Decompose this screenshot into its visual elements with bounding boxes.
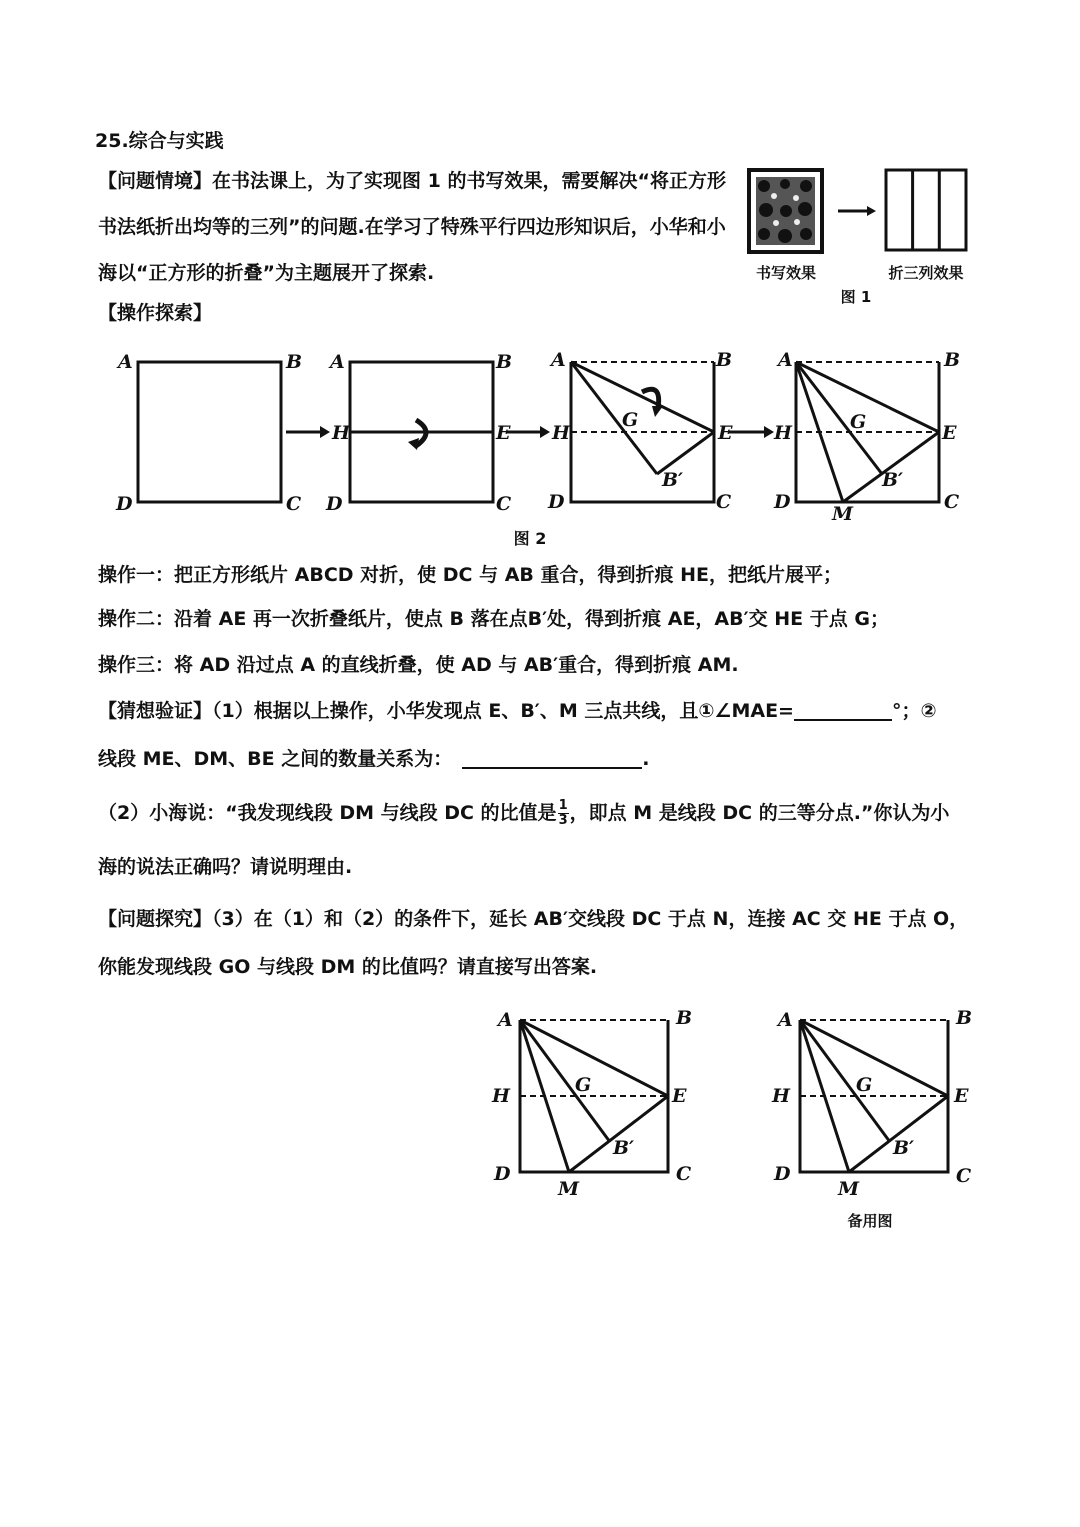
point-label: E: [954, 1085, 969, 1107]
operation-2: [98, 596, 998, 642]
point-label: C: [956, 1165, 972, 1187]
point-label: D: [326, 493, 343, 515]
question-3: [98, 896, 998, 942]
question-1-text: （1）根据以上操作，小华发现点 E、B′、M 三点共线，且①∠MAE=: [212, 700, 794, 722]
point-label: A: [778, 1009, 793, 1031]
point-label: B′: [893, 1137, 915, 1159]
point-label: E: [718, 422, 733, 444]
operation-1: [98, 552, 998, 598]
point-label: H: [772, 1085, 790, 1107]
question-1: [98, 688, 998, 734]
point-label: H: [332, 422, 350, 444]
point-label: G: [856, 1074, 873, 1096]
point-label: H: [492, 1085, 510, 1107]
calligraphy-paper: [749, 170, 822, 252]
fraction-denominator: 3: [558, 813, 568, 828]
point-label: B: [286, 351, 303, 373]
point-label: D: [774, 1163, 791, 1185]
context-text: 在书法课上，为了实现图 1 的书写效果，需要解决“将正方形书法纸折出均等的三列”的问题.在学习了特殊平行四边形知识后，小华和小海以“正方形的折叠”为主题展开了探索.: [98, 170, 726, 284]
point-label: G: [622, 409, 639, 431]
point-label: A: [498, 1009, 513, 1031]
point-label: D: [116, 493, 133, 515]
point-label: A: [330, 351, 345, 373]
spare-figure-caption: 备用图: [847, 1212, 893, 1230]
point-label: B: [716, 349, 733, 371]
problem-context: [98, 158, 728, 296]
fold-arrow-icon: [408, 420, 426, 450]
question-1-line-2: [98, 736, 998, 782]
point-label: M: [838, 1178, 860, 1200]
point-label: G: [850, 411, 867, 433]
explore-heading: 【操作探索】: [98, 302, 213, 324]
figure-1: [740, 166, 990, 316]
point-label: B′: [662, 469, 684, 491]
point-label: A: [551, 349, 566, 371]
point-label: C: [944, 491, 960, 513]
spare-figure: [760, 1000, 990, 1230]
question-2-text: （2）小海说：“我发现线段 DM 与线段 DC 的比值是: [98, 802, 557, 824]
question-3-text-b: 你能发现线段 GO 与线段 DM 的比值吗？请直接写出答案.: [98, 956, 598, 978]
conjecture-heading: 【猜想验证】: [98, 700, 213, 722]
fraction-one-third: [558, 799, 569, 828]
point-label: H: [552, 422, 570, 444]
problem-title: 25.综合与实践: [95, 130, 224, 152]
operation-label: 操作一：: [98, 564, 175, 586]
bottom-figure: [480, 1000, 700, 1205]
point-label: C: [496, 493, 512, 515]
question-2-text-c: 海的说法正确吗？请说明理由.: [98, 856, 353, 878]
point-label: G: [575, 1074, 592, 1096]
answer-blank-angle[interactable]: [794, 697, 892, 721]
question-2-line-2: [98, 844, 998, 890]
operation-text: 沿着 AE 再一次折叠纸片，使点 B 落在点B′处，得到折痕 AE，AB′交 HE 于点 G；: [174, 608, 889, 630]
operation-label: 操作三：: [98, 654, 175, 676]
three-column-paper: [886, 170, 966, 250]
point-label: D: [494, 1163, 511, 1185]
point-label: A: [118, 351, 133, 373]
question-3-text: （3）在（1）和（2）的条件下，延长 AB′交线段 DC 于点 N，连接 AC 交 HE 于点 O，: [212, 908, 969, 930]
point-label: B: [496, 351, 513, 373]
operation-text: 将 AD 沿过点 A 的直线折叠，使 AD 与 AB′重合，得到折痕 AM.: [174, 654, 739, 676]
point-label: A: [778, 349, 793, 371]
fig1-label-right: 折三列效果: [888, 264, 964, 282]
question-2: [98, 790, 998, 836]
point-label: H: [774, 422, 792, 444]
point-label: E: [496, 422, 511, 444]
point-label: E: [672, 1085, 687, 1107]
point-label: C: [716, 491, 732, 513]
point-label: E: [942, 422, 957, 444]
point-label: B: [956, 1007, 973, 1029]
figure-2: [110, 340, 970, 558]
context-heading: 【问题情境】: [98, 170, 213, 192]
arrow-icon: [838, 206, 876, 216]
point-label: M: [832, 503, 854, 525]
operation-3: [98, 642, 998, 688]
question-3-line-2: [98, 944, 998, 990]
point-label: D: [774, 491, 791, 513]
answer-blank-relation[interactable]: [462, 745, 642, 769]
point-label: M: [558, 1178, 580, 1200]
operation-label: 操作二：: [98, 608, 175, 630]
point-label: B: [944, 349, 961, 371]
point-label: D: [548, 491, 565, 513]
question-1-end: .: [642, 748, 650, 770]
point-label: B′: [613, 1137, 635, 1159]
point-label: C: [676, 1163, 692, 1185]
question-2-text-b: ，即点 M 是线段 DC 的三等分点.”你认为小: [569, 802, 950, 824]
operation-text: 把正方形纸片 ABCD 对折，使 DC 与 AB 重合，得到折痕 HE，把纸片展平；: [174, 564, 843, 586]
fraction-numerator: 1: [558, 798, 568, 813]
question-1-text-b: °；②: [891, 700, 937, 722]
question-1-text-c: 线段 ME、DM、BE 之间的数量关系为：: [98, 748, 453, 770]
fig1-caption: 图 1: [840, 288, 872, 306]
fig1-label-left: 书写效果: [755, 264, 817, 282]
fig2-caption: 图 2: [513, 529, 547, 548]
inquiry-heading: 【问题探究】: [98, 908, 213, 930]
point-label: B′: [882, 469, 904, 491]
point-label: C: [286, 493, 302, 515]
point-label: B: [676, 1007, 693, 1029]
